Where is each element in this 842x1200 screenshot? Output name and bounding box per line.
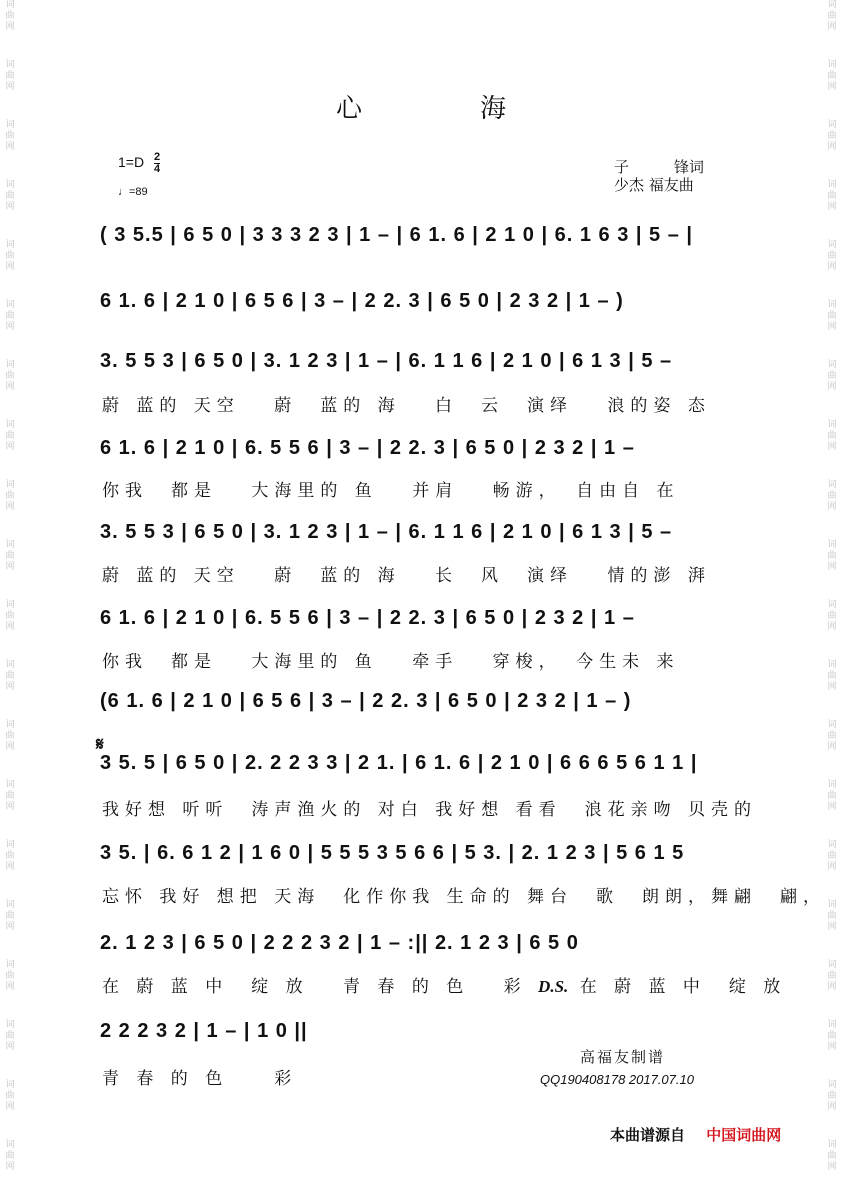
watermark-text: 词曲网 bbox=[827, 360, 837, 392]
notes-line-10: 2. 1 2 3 | 6 5 0 | 2 2 2 3 2 | 1 – :|| 2. 1 2 3 | 6 5 0 bbox=[100, 932, 579, 954]
notes-line-8: 3 5. 5 | 6 5 0 | 2. 2 2 3 3 | 2 1. | 6 1. 6 | 2 1 0 | 6 6 6 5 6 1 1 | bbox=[100, 752, 698, 774]
watermark-text: 词曲网 bbox=[5, 360, 15, 392]
time-signature bbox=[154, 152, 160, 175]
lyrics-line-8: 我好想 听听 涛声渔火的 对白 我好想 看看 浪花亲吻 贝壳的 bbox=[102, 800, 758, 820]
watermark-text: 词曲网 bbox=[5, 600, 15, 632]
lyrics-line-10-ds: 在 蔚 蓝 中 绽 放 bbox=[579, 977, 787, 997]
watermark-text: 词曲网 bbox=[827, 180, 837, 212]
lyrics-line-10-main: 在 蔚 蓝 中 绽 放 青 春 的 色 彩 bbox=[102, 977, 527, 997]
watermark-text: 词曲网 bbox=[827, 780, 837, 812]
credits bbox=[614, 158, 704, 194]
notes-line-5: 3. 5 5 3 | 6 5 0 | 3. 1 2 3 | 1 – | 6. 1 1 6 | 2 1 0 | 6 1 3 | 5 – bbox=[100, 521, 673, 543]
source-attribution bbox=[610, 1124, 781, 1145]
watermark-text: 词曲网 bbox=[827, 240, 837, 272]
lyrics-line-10 bbox=[102, 972, 787, 997]
contact-date: QQ190408178 2017.07.10 bbox=[540, 1072, 694, 1087]
watermark-text: 词曲网 bbox=[5, 660, 15, 692]
watermark-text: 词曲网 bbox=[5, 780, 15, 812]
dal-segno-marking: D.S. bbox=[538, 977, 569, 996]
watermark-text: 词曲网 bbox=[827, 300, 837, 332]
watermark-text: 词曲网 bbox=[827, 900, 837, 932]
watermark-text: 词曲网 bbox=[5, 1020, 15, 1052]
tempo-marking: ♩=89 bbox=[118, 186, 148, 198]
watermark-text: 词曲网 bbox=[827, 1140, 837, 1172]
watermark-text: 词曲网 bbox=[5, 1140, 15, 1172]
watermark-left bbox=[2, 0, 18, 1171]
song-title: 心海 bbox=[335, 94, 624, 124]
watermark-text: 词曲网 bbox=[5, 120, 15, 152]
watermark-text: 词曲网 bbox=[827, 660, 837, 692]
lyrics-line-4: 你我 都是 大海里的 鱼 并肩 畅游， 自由自 在 bbox=[102, 481, 680, 501]
watermark-text: 词曲网 bbox=[827, 720, 837, 752]
lyrics-line-11: 青 春 的 色 彩 bbox=[102, 1069, 298, 1089]
watermark-right bbox=[824, 0, 840, 1171]
watermark-text: 词曲网 bbox=[5, 240, 15, 272]
watermark-text: 词曲网 bbox=[5, 1080, 15, 1112]
notes-line-9: 3 5. | 6. 6 1 2 | 1 6 0 | 5 5 5 3 5 6 6 | 5 3. | 2. 1 2 3 | 5 6 1 5 bbox=[100, 842, 685, 864]
score-maker: 高福友制谱 bbox=[580, 1048, 666, 1066]
notes-line-6: 6 1. 6 | 2 1 0 | 6. 5 5 6 | 3 – | 2 2. 3 | 6 5 0 | 2 3 2 | 1 – bbox=[100, 607, 635, 629]
watermark-text: 词曲网 bbox=[827, 0, 837, 32]
watermark-text: 词曲网 bbox=[5, 180, 15, 212]
watermark-text: 词曲网 bbox=[5, 960, 15, 992]
notes-line-3: 3. 5 5 3 | 6 5 0 | 3. 1 2 3 | 1 – | 6. 1 1 6 | 2 1 0 | 6 1 3 | 5 – bbox=[100, 350, 673, 372]
composer-credit: 少杰 福友曲 bbox=[614, 176, 694, 194]
key-label: 1=D bbox=[118, 154, 145, 171]
watermark-text: 词曲网 bbox=[5, 60, 15, 92]
watermark-text: 词曲网 bbox=[827, 480, 837, 512]
key-signature bbox=[118, 152, 160, 175]
lyrics-line-6: 你我 都是 大海里的 鱼 牵手 穿梭， 今生未 来 bbox=[102, 652, 680, 672]
lyrics-line-9: 忘怀 我好 想把 天海 化作你我 生命的 舞台 歌 朗朗，舞翩 翩， bbox=[102, 887, 827, 907]
watermark-text: 词曲网 bbox=[827, 840, 837, 872]
watermark-text: 词曲网 bbox=[5, 420, 15, 452]
notes-line-1: ( 3 5.5 | 6 5 0 | 3 3 3 2 3 | 1 – | 6 1. 6 | 2 1 0 | 6. 1 6 3 | 5 – | bbox=[100, 224, 693, 246]
watermark-text: 词曲网 bbox=[5, 300, 15, 332]
watermark-text: 词曲网 bbox=[827, 420, 837, 452]
watermark-text: 词曲网 bbox=[827, 960, 837, 992]
watermark-text: 词曲网 bbox=[5, 720, 15, 752]
notes-line-7: (6 1. 6 | 2 1 0 | 6 5 6 | 3 – | 2 2. 3 | 6 5 0 | 2 3 2 | 1 – ) bbox=[100, 690, 632, 712]
watermark-text: 词曲网 bbox=[5, 900, 15, 932]
time-top: 2 bbox=[153, 151, 161, 163]
lyrics-line-5: 蔚 蓝的 天空 蔚 蓝的 海 长 风 演绎 情的澎 湃 bbox=[102, 566, 711, 586]
watermark-text: 词曲网 bbox=[827, 540, 837, 572]
notes-line-4: 6 1. 6 | 2 1 0 | 6. 5 5 6 | 3 – | 2 2. 3 | 6 5 0 | 2 3 2 | 1 – bbox=[100, 437, 635, 459]
segno-icon: 𝄋 bbox=[96, 734, 104, 755]
lyrics-line-3: 蔚 蓝的 天空 蔚 蓝的 海 白 云 演绎 浪的姿 态 bbox=[102, 396, 711, 416]
time-bottom: 4 bbox=[153, 163, 161, 175]
notes-line-11: 2 2 2 3 2 | 1 – | 1 0 || bbox=[100, 1020, 308, 1042]
notes-line-2: 6 1. 6 | 2 1 0 | 6 5 6 | 3 – | 2 2. 3 | 6 5 0 | 2 3 2 | 1 – ) bbox=[100, 290, 624, 312]
watermark-text: 词曲网 bbox=[5, 540, 15, 572]
watermark-text: 词曲网 bbox=[827, 1080, 837, 1112]
watermark-text: 词曲网 bbox=[5, 840, 15, 872]
lyricist-credit: 子 锋词 bbox=[614, 158, 705, 176]
watermark-text: 词曲网 bbox=[827, 600, 837, 632]
source-brand: 中国词曲网 bbox=[706, 1126, 782, 1144]
watermark-text: 词曲网 bbox=[827, 60, 837, 92]
watermark-text: 词曲网 bbox=[5, 480, 15, 512]
watermark-text: 词曲网 bbox=[5, 0, 15, 32]
watermark-text: 词曲网 bbox=[827, 1020, 837, 1052]
watermark-text: 词曲网 bbox=[827, 120, 837, 152]
source-label: 本曲谱源自 bbox=[610, 1126, 686, 1144]
